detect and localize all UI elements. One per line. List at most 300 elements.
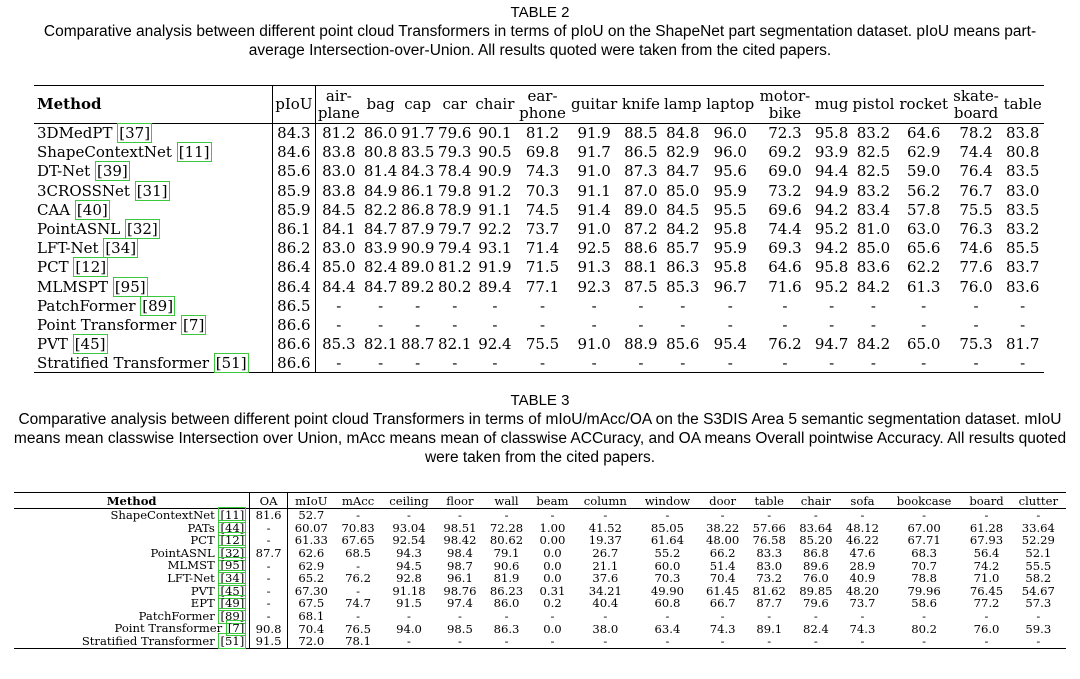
value-cell: 89.0 <box>400 258 435 277</box>
value-cell: 65.6 <box>907 239 941 258</box>
method-cell: PCT [12] <box>34 258 273 277</box>
value-cell: 85.7 <box>666 239 700 258</box>
citation-link[interactable]: [7] <box>227 621 245 636</box>
value-cell: - <box>757 354 813 373</box>
value-cell: - <box>662 354 704 373</box>
value-cell: 90.5 <box>478 143 512 162</box>
value-cell: 89.6 <box>802 558 829 573</box>
value-cell: 82.1 <box>363 335 398 354</box>
table2-header-pistol: pistol <box>850 86 897 124</box>
table3-header-clutter: clutter <box>1011 493 1066 509</box>
value-cell: - <box>473 354 516 373</box>
value-cell: 95.4 <box>713 335 747 354</box>
value-cell: 55.5 <box>1025 558 1052 573</box>
citation-link[interactable]: [45] <box>220 583 245 598</box>
value-cell: 98.7 <box>447 558 473 573</box>
value-cell: - <box>620 354 662 373</box>
value-cell: - <box>720 609 725 624</box>
value-cell: 0.0 <box>543 621 562 636</box>
table2-header-laptop: laptop <box>704 86 757 124</box>
value-cell: 94.5 <box>396 558 422 573</box>
value-cell: - <box>504 508 509 523</box>
citation-link[interactable]: [51] <box>215 354 247 373</box>
table3-header-chair: chair <box>793 493 840 509</box>
table2-header-cap: cap <box>399 86 436 124</box>
table3-header-board: board <box>962 493 1010 509</box>
value-cell: 61.33 <box>294 533 328 548</box>
citation-link[interactable]: [89] <box>220 608 245 623</box>
value-cell: 89.85 <box>799 583 833 598</box>
value-cell: 40.4 <box>592 596 619 611</box>
value-cell: 74.7 <box>345 596 371 611</box>
value-cell: 74.5 <box>525 200 560 219</box>
value-cell: - <box>436 354 473 373</box>
table3-header-floor: floor <box>437 493 484 509</box>
value-cell: 94.7 <box>814 335 849 354</box>
value-cell: 83.5 <box>1005 162 1040 181</box>
value-cell: 85.3 <box>666 277 700 296</box>
value-cell: 81.6 <box>250 509 288 522</box>
table3 <box>14 492 1066 649</box>
value-cell: 91.9 <box>478 258 512 277</box>
table2-caption: Comparative analysis between different point cloud Transformers in terms of pIoU on the ShapeNet part segmentation dataset. pIoU means part-average Intersection-over-Union. All results quoted were taken from the cited papers. <box>43 23 1037 59</box>
value-cell: 82.1 <box>438 335 472 354</box>
citation-link[interactable]: [12] <box>75 258 107 277</box>
method-cell: MLMST [95] <box>14 559 250 572</box>
value-cell: 85.5 <box>1005 239 1040 258</box>
value-cell: 74.4 <box>768 220 802 239</box>
value-cell: 85.05 <box>650 520 685 535</box>
value-cell: 76.4 <box>959 162 993 181</box>
value-cell: 76.5 <box>345 621 371 636</box>
value-cell: 83.64 <box>799 520 833 535</box>
value-cell: - <box>951 354 1002 373</box>
value-cell: - <box>636 635 700 648</box>
value-cell: 77.1 <box>525 277 560 296</box>
value-cell: 67.65 <box>341 533 375 548</box>
value-cell: 67.93 <box>969 533 1004 548</box>
value-cell: 83.8 <box>322 181 356 200</box>
value-cell: 82.5 <box>856 162 891 181</box>
value-cell: - <box>746 635 793 648</box>
value-cell: 81.2 <box>322 124 356 143</box>
value-cell: - <box>897 354 951 373</box>
value-cell: - <box>665 508 670 523</box>
value-cell: - <box>699 635 746 648</box>
value-cell: 81.4 <box>363 162 398 181</box>
value-cell: 85.9 <box>273 200 315 219</box>
value-cell: 87.0 <box>624 181 658 200</box>
value-cell: 88.7 <box>400 335 435 354</box>
method-cell: PVT [45] <box>14 585 250 598</box>
value-cell: - <box>793 635 840 648</box>
value-cell: 52.29 <box>1021 533 1055 548</box>
method-cell: 3CROSSNet [31] <box>34 181 273 200</box>
value-cell: 94.0 <box>396 621 422 636</box>
value-cell: - <box>922 609 927 624</box>
value-cell: - <box>665 609 670 624</box>
citation-link[interactable]: [11] <box>220 508 245 522</box>
value-cell: - <box>492 296 498 315</box>
table2-header-skate-board: skate- board <box>951 86 1002 124</box>
table3-header-sofa: sofa <box>839 493 886 509</box>
citation-link[interactable]: [95] <box>114 277 146 296</box>
citation-link[interactable]: [40] <box>76 200 108 219</box>
citation-link[interactable]: [95] <box>220 558 245 573</box>
value-cell: - <box>813 354 850 373</box>
citation-link[interactable]: [32] <box>220 545 245 560</box>
value-cell: 70.83 <box>341 520 375 535</box>
value-cell: 68.1 <box>298 609 325 624</box>
value-cell: 98.5 <box>447 621 473 636</box>
value-cell: - <box>860 508 865 523</box>
value-cell: 48.20 <box>845 583 880 598</box>
value-cell: 90.9 <box>400 239 435 258</box>
value-cell: 64.6 <box>768 258 802 277</box>
value-cell: 86.3 <box>493 621 520 636</box>
value-cell: 78.1 <box>335 635 382 648</box>
method-cell: PATs [44] <box>14 522 250 535</box>
value-cell: 71.6 <box>768 277 802 296</box>
value-cell: 79.7 <box>438 220 472 239</box>
value-cell: - <box>415 315 421 334</box>
value-cell: 81.0 <box>856 220 891 239</box>
value-cell: 84.1 <box>322 220 356 239</box>
value-cell: - <box>381 635 436 648</box>
value-cell: 96.1 <box>447 571 473 586</box>
value-cell: 83.5 <box>1005 200 1040 219</box>
value-cell: - <box>378 296 384 315</box>
table-row <box>34 335 1044 354</box>
value-cell: 90.6 <box>493 558 520 573</box>
value-cell: 87.5 <box>624 277 658 296</box>
value-cell: 91.5 <box>250 635 288 648</box>
table3-header-column: column <box>575 493 636 509</box>
value-cell: 84.7 <box>363 220 398 239</box>
value-cell: 95.9 <box>713 239 747 258</box>
table3-header-row <box>14 493 1066 509</box>
table-row <box>14 522 1066 535</box>
value-cell: 76.45 <box>969 583 1004 598</box>
value-cell: 48.00 <box>706 533 740 548</box>
value-cell: 88.6 <box>624 239 658 258</box>
value-cell: - <box>782 315 788 334</box>
value-cell: 84.9 <box>363 181 398 200</box>
method-cell: PCT [12] <box>14 534 250 547</box>
value-cell: 81.62 <box>752 583 786 598</box>
value-cell: 83.2 <box>856 124 891 143</box>
table2-header-mug: mug <box>813 86 850 124</box>
value-cell: - <box>250 597 288 610</box>
value-cell: 86.6 <box>273 335 315 354</box>
value-cell: 70.7 <box>911 558 938 573</box>
table-row <box>34 124 1044 143</box>
value-cell: 87.2 <box>624 220 658 239</box>
value-cell: - <box>250 610 288 623</box>
method-cell: ShapeContextNet [11] <box>14 509 250 522</box>
value-cell: 95.8 <box>814 124 849 143</box>
citation-link[interactable]: [34] <box>105 239 137 258</box>
method-cell: LFT-Net [34] <box>14 572 250 585</box>
value-cell: 86.1 <box>400 181 435 200</box>
value-cell: 76.3 <box>959 220 993 239</box>
method-cell: CAA [40] <box>34 200 273 219</box>
value-cell: 84.6 <box>273 143 315 162</box>
value-cell: 91.18 <box>392 583 426 598</box>
value-cell: 75.3 <box>959 335 993 354</box>
value-cell: 1.00 <box>539 520 566 535</box>
value-cell: - <box>591 296 597 315</box>
value-cell: - <box>813 609 818 624</box>
value-cell: 79.6 <box>802 596 829 611</box>
value-cell: 77.2 <box>973 596 1000 611</box>
value-cell: - <box>921 315 927 334</box>
value-cell: 94.2 <box>814 200 849 219</box>
citation-link[interactable]: [89] <box>142 296 174 315</box>
value-cell: 87.7 <box>756 596 783 611</box>
value-cell: 74.4 <box>959 143 993 162</box>
value-cell: 79.8 <box>438 181 472 200</box>
value-cell: 85.0 <box>322 258 356 277</box>
value-cell: - <box>680 296 686 315</box>
value-cell: 62.9 <box>298 558 325 573</box>
value-cell: - <box>886 635 963 648</box>
value-cell: 84.3 <box>273 124 315 143</box>
value-cell: 54.67 <box>1021 583 1055 598</box>
value-cell: 94.4 <box>814 162 849 181</box>
method-cell: EPT [49] <box>14 597 250 610</box>
value-cell: 74.3 <box>709 621 736 636</box>
method-cell: PatchFormer [89] <box>14 610 250 623</box>
value-cell: 66.7 <box>709 596 736 611</box>
value-cell: 83.0 <box>322 239 356 258</box>
value-cell: 87.7 <box>250 547 288 560</box>
value-cell: 52.1 <box>1025 546 1052 561</box>
table2-header-piou: pIoU <box>273 86 315 124</box>
value-cell: - <box>870 315 876 334</box>
table3-header-window: window <box>636 493 700 509</box>
value-cell: 84.7 <box>363 277 398 296</box>
citation-link[interactable]: [12] <box>220 533 245 548</box>
table3-header-oa: OA <box>250 493 288 509</box>
value-cell: 0.2 <box>543 596 562 611</box>
value-cell: 77.6 <box>959 258 993 277</box>
citation-link[interactable]: [7] <box>183 315 205 334</box>
value-cell: - <box>984 609 989 624</box>
value-cell: 72.0 <box>287 635 334 648</box>
value-cell: 85.9 <box>273 181 315 200</box>
value-cell: 89.4 <box>478 277 512 296</box>
value-cell: 83.0 <box>1005 181 1040 200</box>
value-cell: 60.0 <box>654 558 681 573</box>
value-cell: 85.6 <box>666 335 700 354</box>
value-cell: 95.8 <box>713 258 747 277</box>
value-cell: 93.9 <box>814 143 849 162</box>
value-cell: 83.6 <box>856 258 891 277</box>
value-cell: - <box>921 296 927 315</box>
citation-link[interactable]: [51] <box>220 633 245 648</box>
value-cell: 62.6 <box>298 546 325 561</box>
value-cell: 57.66 <box>752 520 786 535</box>
value-cell: 98.4 <box>447 546 473 561</box>
value-cell: - <box>767 609 772 624</box>
value-cell: 97.4 <box>447 596 473 611</box>
value-cell: 0.31 <box>539 583 566 598</box>
value-cell: 90.1 <box>478 124 512 143</box>
value-cell: 73.2 <box>756 571 783 586</box>
value-cell: 76.58 <box>752 533 786 548</box>
value-cell: - <box>550 508 555 523</box>
citation-link[interactable]: [39] <box>96 162 128 181</box>
method-cell: PointASNL [32] <box>34 219 273 238</box>
value-cell: 91.0 <box>577 220 611 239</box>
value-cell: - <box>407 609 411 624</box>
value-cell: 91.0 <box>577 335 611 354</box>
value-cell: 81.9 <box>493 571 520 586</box>
citation-link[interactable]: [45] <box>74 335 106 354</box>
value-cell: 69.3 <box>768 239 802 258</box>
table3-header-miou: mIoU <box>287 493 334 509</box>
value-cell: 96.7 <box>713 277 747 296</box>
table3-header-door: door <box>699 493 746 509</box>
value-cell: 76.7 <box>959 181 993 200</box>
citation-link[interactable]: [34] <box>220 570 245 585</box>
value-cell: 51.4 <box>709 558 736 573</box>
table-row <box>14 572 1066 585</box>
value-cell: 92.2 <box>478 220 512 239</box>
value-cell: - <box>415 296 421 315</box>
value-cell: 95.6 <box>713 162 747 181</box>
value-cell: 68.5 <box>345 546 371 561</box>
table2-header-table: table <box>1001 86 1044 124</box>
value-cell: 93.1 <box>478 239 512 258</box>
value-cell: 68.3 <box>911 546 938 561</box>
value-cell: 78.4 <box>438 162 472 181</box>
value-cell: - <box>250 572 288 585</box>
value-cell: 52.7 <box>298 508 325 523</box>
value-cell: 83.8 <box>322 143 356 162</box>
value-cell: 64.6 <box>907 124 941 143</box>
value-cell: 0.0 <box>543 546 562 561</box>
table-row <box>34 200 1044 219</box>
value-cell: - <box>530 635 575 648</box>
value-cell: 76.2 <box>768 335 802 354</box>
value-cell: 79.3 <box>438 143 472 162</box>
value-cell: - <box>550 609 555 624</box>
table2-header-lamp: lamp <box>662 86 704 124</box>
value-cell: 37.6 <box>592 571 619 586</box>
value-cell: - <box>399 354 436 373</box>
value-cell: 92.54 <box>392 533 426 548</box>
value-cell: 70.4 <box>709 571 736 586</box>
table-row <box>34 258 1044 277</box>
value-cell: 98.51 <box>443 520 477 535</box>
value-cell: - <box>1020 315 1026 334</box>
value-cell: - <box>922 508 927 523</box>
citation-link[interactable]: [37] <box>119 124 151 143</box>
value-cell: 81.2 <box>438 258 472 277</box>
value-cell: 83.6 <box>1005 277 1040 296</box>
value-cell: 21.1 <box>592 558 619 573</box>
value-cell: - <box>457 609 462 624</box>
value-cell: - <box>517 354 569 373</box>
value-cell: 84.5 <box>322 200 356 219</box>
value-cell: 83.2 <box>856 181 891 200</box>
value-cell: 84.8 <box>666 124 700 143</box>
method-cell: MLMSPT [95] <box>34 277 273 296</box>
value-cell: - <box>569 354 620 373</box>
citation-link[interactable]: [31] <box>136 181 168 200</box>
value-cell: 78.2 <box>959 124 993 143</box>
value-cell: - <box>850 354 897 373</box>
value-cell: 91.9 <box>577 124 611 143</box>
table2-header-guitar: guitar <box>569 86 620 124</box>
value-cell: 88.9 <box>624 335 658 354</box>
value-cell: 91.0 <box>577 162 611 181</box>
value-cell: 83.8 <box>1005 124 1040 143</box>
value-cell: 80.8 <box>363 143 398 162</box>
value-cell: 95.2 <box>814 277 849 296</box>
value-cell: 79.1 <box>493 546 520 561</box>
value-cell: 91.7 <box>400 124 435 143</box>
citation-link[interactable]: [44] <box>220 520 245 535</box>
value-cell: 73.7 <box>525 220 560 239</box>
table-row <box>14 509 1066 522</box>
value-cell: 86.8 <box>802 546 829 561</box>
value-cell: - <box>829 296 835 315</box>
value-cell: - <box>813 508 818 523</box>
value-cell: - <box>336 315 342 334</box>
value-cell: 56.2 <box>907 181 941 200</box>
value-cell: 71.5 <box>525 258 560 277</box>
value-cell: 92.5 <box>577 239 611 258</box>
value-cell: 19.37 <box>588 533 622 548</box>
table3-header-beam: beam <box>530 493 575 509</box>
value-cell: - <box>638 296 644 315</box>
table2-header-knife: knife <box>620 86 662 124</box>
value-cell: - <box>603 508 608 523</box>
value-cell: 67.5 <box>298 596 325 611</box>
citation-link[interactable]: [11] <box>178 143 210 162</box>
table-row <box>34 162 1044 181</box>
method-cell: PVT [45] <box>34 335 273 354</box>
value-cell: 57.8 <box>907 200 941 219</box>
value-cell: 75.5 <box>525 335 560 354</box>
table3-header-wall: wall <box>483 493 530 509</box>
value-cell: 81.2 <box>525 124 560 143</box>
value-cell: 83.0 <box>322 162 356 181</box>
value-cell: 61.64 <box>650 533 685 548</box>
citation-link[interactable]: [32] <box>126 220 158 239</box>
value-cell: 82.2 <box>363 200 398 219</box>
value-cell: 74.3 <box>849 621 876 636</box>
table-row <box>34 315 1044 334</box>
value-cell: 92.8 <box>396 571 422 586</box>
value-cell: 58.2 <box>1025 571 1052 586</box>
value-cell: 73.7 <box>849 596 876 611</box>
table-row <box>34 181 1044 200</box>
table-row <box>34 296 1044 315</box>
value-cell: 66.2 <box>709 546 736 561</box>
value-cell: 65.0 <box>907 335 941 354</box>
value-cell: 65.2 <box>298 571 325 586</box>
value-cell: 59.0 <box>907 162 941 181</box>
value-cell: - <box>720 508 725 523</box>
value-cell: 86.3 <box>666 258 700 277</box>
value-cell: 79.6 <box>438 124 472 143</box>
citation-link[interactable]: [49] <box>220 596 245 611</box>
value-cell: 86.0 <box>363 124 398 143</box>
